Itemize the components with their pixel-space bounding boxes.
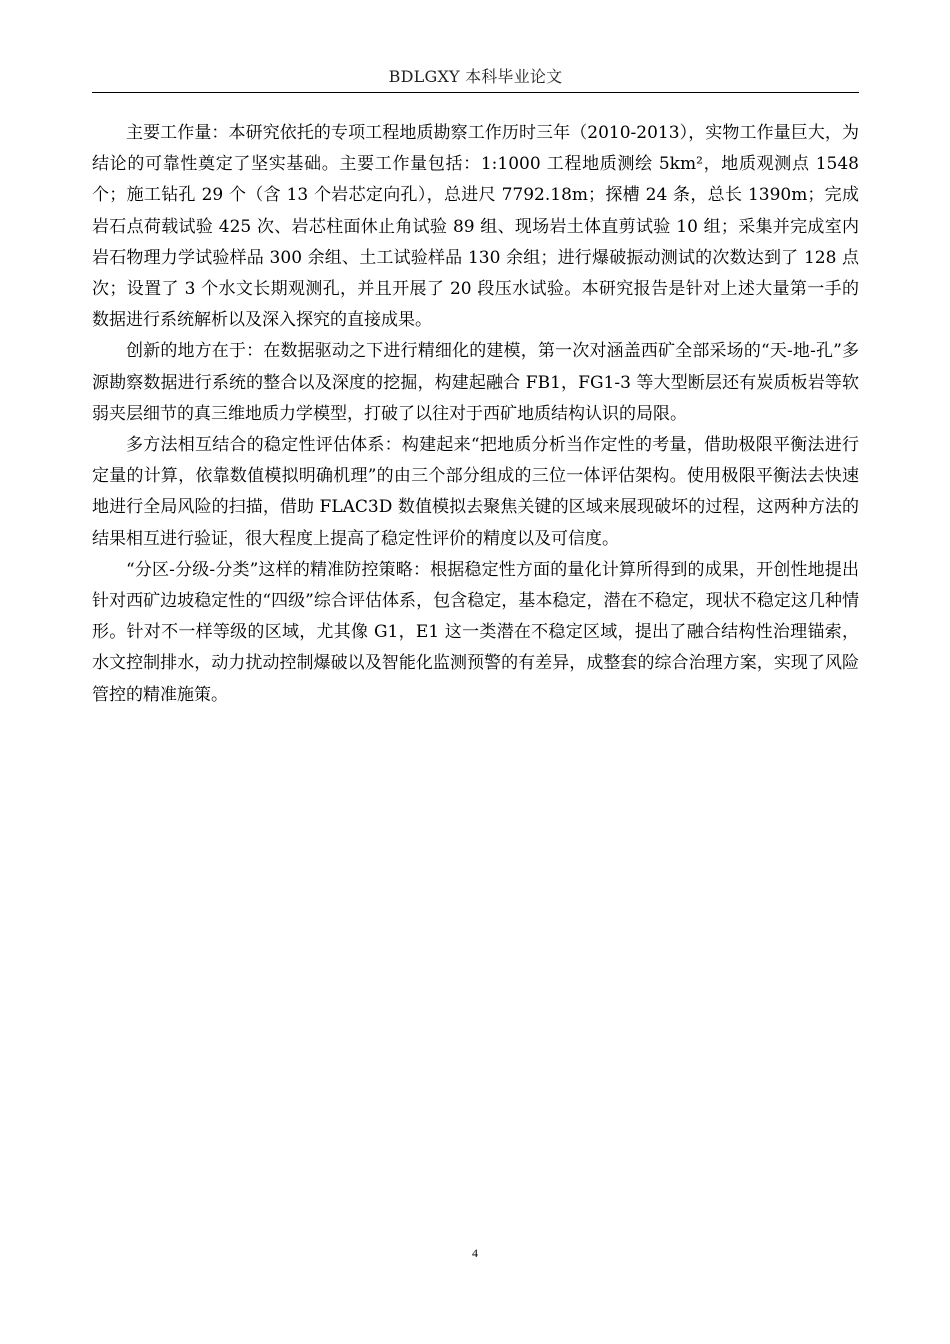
page-number: 4 (472, 1246, 478, 1260)
header-rule (92, 92, 859, 93)
body-text (92, 118, 859, 711)
paragraph-evaluation-system: 多方法相互结合的稳定性评估体系：构建起来“把地质分析当作定性的考量，借助极限平衡法进行定量的计算，依靠数值模拟明确机理”的由三个部分组成的三位一体评估架构。使用极限平衡法去快速地进行全局风险的扫描，借助 FLAC3D 数值模拟去聚焦关键的区域来展现破坏的过程，这两种方法的结果相互进行验证，很大程度上提高了稳定性评价的精度以及可信度。 (92, 435, 859, 549)
paragraph-workload: 主要工作量：本研究依托的专项工程地质勘察工作历时三年（2010-2013），实物工作量巨大，为结论的可靠性奠定了坚实基础。主要工作量包括：1:1000 工程地质测绘 5km²，地质观测点 1548 个；施工钻孔 29 个（含 13 个岩芯定向孔），总进尺 7792.18m；探槽 24 条，总长 1390m；完成岩石点荷载试验 425 次、岩芯柱面休止角试验 89 组、现场岩土体直剪试验 10 组；采集并完成室内岩石物理力学试验样品 300 余组、土工试验样品 130 余组；进行爆破振动测试的次数达到了 128 点次；设置了 3 个水文长期观测孔，并且开展了 20 段压水试验。本研究报告是针对上述大量第一手的数据进行系统解析以及深入探究的直接成果。 (92, 123, 859, 331)
paragraph-innovation: 创新的地方在于：在数据驱动之下进行精细化的建模，第一次对涵盖西矿全部采场的“天-地-孔”多源勘察数据进行系统的整合以及深度的挖掘，构建起融合 FB1，FG1-3 等大型断层还有炭质板岩等软弱夹层细节的真三维地质力学模型，打破了以往对于西矿地质结构认识的局限。 (92, 341, 859, 424)
running-header: BDLGXY 本科毕业论文 (388, 67, 563, 86)
paragraph-control-strategy: “分区-分级-分类”这样的精准防控策略：根据稳定性方面的量化计算所得到的成果，开创性地提出针对西矿边坡稳定性的“四级”综合评估体系，包含稳定，基本稳定，潜在不稳定，现状不稳定这几种情形。针对不一样等级的区域，尤其像 G1，E1 这一类潜在不稳定区域，提出了融合结构性治理锚索，水文控制排水，动力扰动控制爆破以及智能化监测预警的有差异，成整套的综合治理方案，实现了风险管控的精准施策。 (92, 559, 859, 705)
